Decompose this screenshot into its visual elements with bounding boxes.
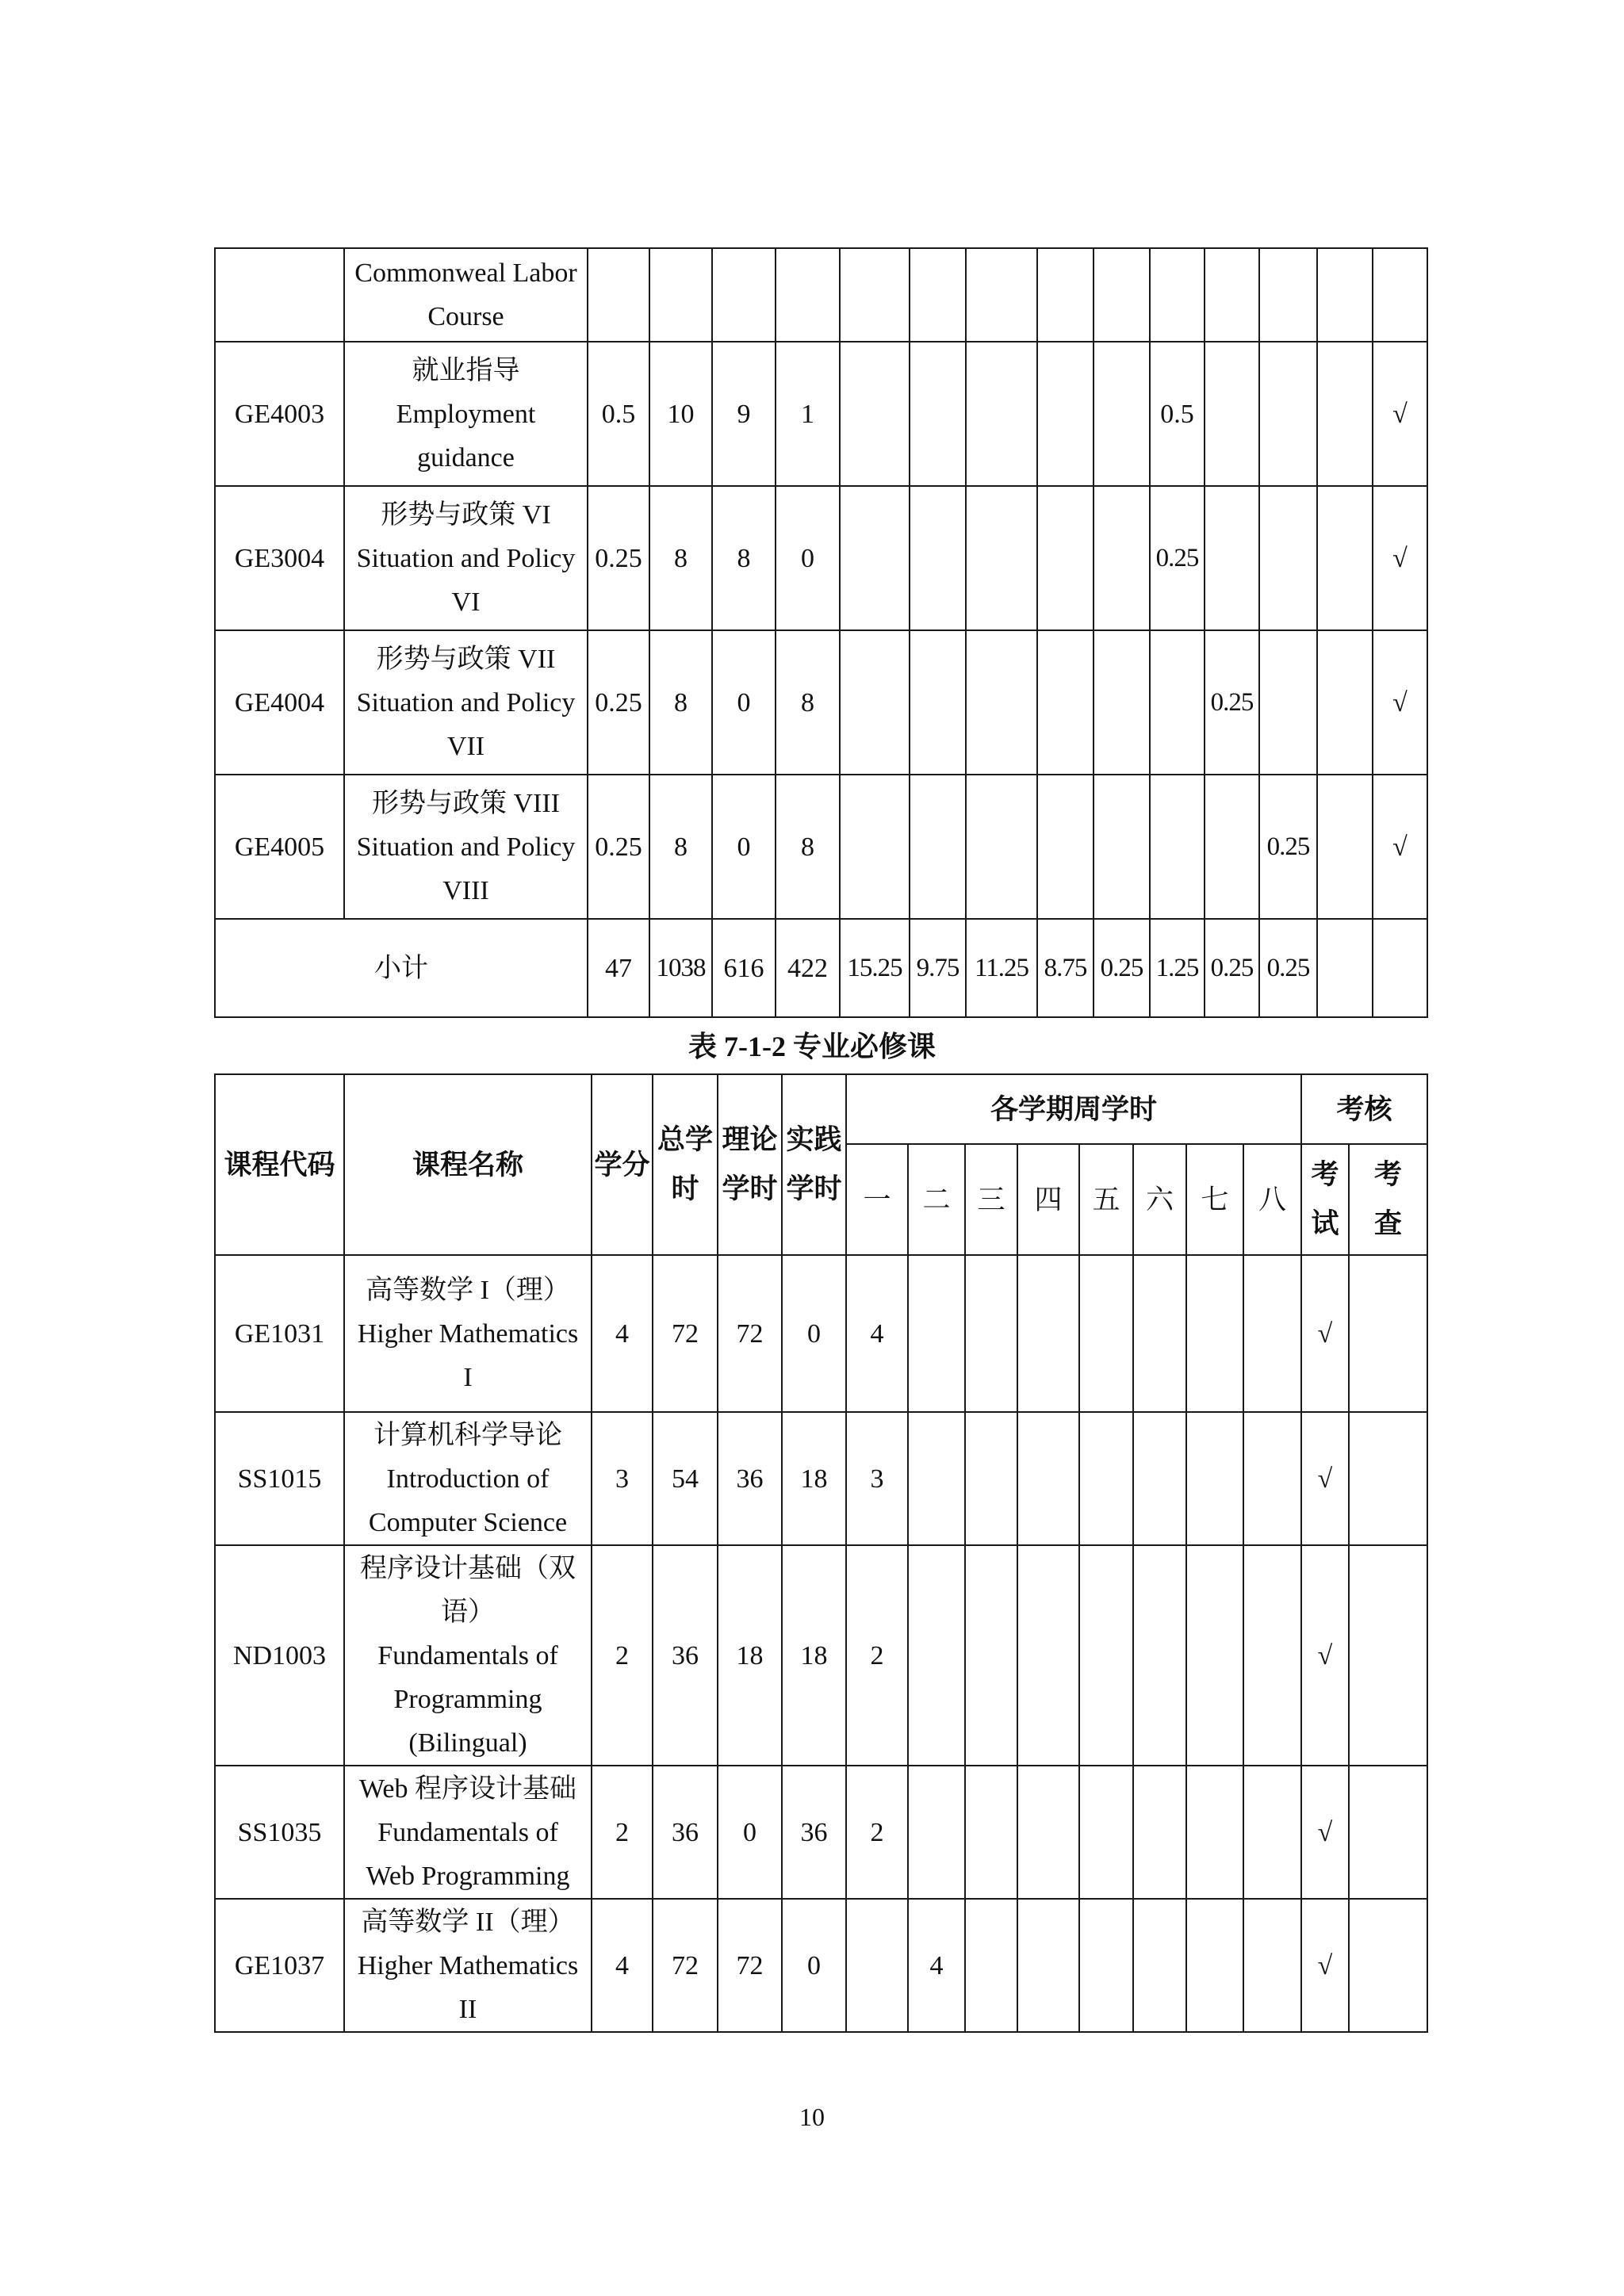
total-hours-cell: 36: [653, 1545, 718, 1766]
semester-7-hours-cell: [1205, 342, 1259, 486]
semester-8-hours-cell: [1243, 1899, 1301, 2032]
header-theory-hours-line: 理论: [722, 1124, 778, 1155]
course-name-line: Situation and Policy: [356, 543, 576, 573]
semester-5-hours-cell: [1079, 1766, 1133, 1899]
theory-hours-cell: 36: [718, 1412, 782, 1545]
table-row: [215, 342, 1427, 486]
semester-3-hours-cell: [965, 1899, 1017, 2032]
header-course-code: 课程代码: [215, 1074, 344, 1255]
credit-cell: 0.25: [588, 630, 649, 775]
exam-check-cell: √: [1301, 1412, 1349, 1545]
header-semester-7: 七: [1186, 1144, 1243, 1255]
total-hours-cell: 72: [653, 1899, 718, 2032]
total-hours-cell: 8: [649, 630, 712, 775]
semester-8-hours-cell: [1243, 1255, 1301, 1412]
header-practice-hours-line: 实践: [786, 1124, 842, 1155]
semester-4-hours-cell: [1037, 775, 1094, 919]
semester-7-hours-cell: [1186, 1255, 1243, 1412]
exam-check-cell: √: [1301, 1766, 1349, 1899]
subtotal-theory-hours: 616: [712, 919, 776, 1017]
credit-cell: 0.5: [588, 342, 649, 486]
header-check: [1349, 1144, 1427, 1255]
course-code-cell: SS1035: [215, 1766, 344, 1899]
semester-6-hours-cell: [1133, 1255, 1186, 1412]
inspection-check-cell: √: [1373, 342, 1427, 486]
subtotal-total-hours: 1038: [649, 919, 712, 1017]
header-weekly-hours: 各学期周学时: [846, 1074, 1301, 1144]
course-name-line: II: [458, 1994, 477, 2024]
course-name-cell: [344, 486, 588, 630]
course-name-line: Web 程序设计基础: [359, 1774, 576, 1804]
course-name-cell: [344, 1255, 592, 1412]
table-row: [215, 630, 1427, 775]
total-hours-cell: 10: [649, 342, 712, 486]
semester-1-hours-cell: 2: [846, 1766, 908, 1899]
course-code-cell: GE1037: [215, 1899, 344, 2032]
exam-check-cell: √: [1301, 1899, 1349, 2032]
course-name-line: Employment: [396, 399, 536, 429]
semester-1-hours-cell: [840, 486, 910, 630]
semester-3-hours-cell: [966, 342, 1037, 486]
course-name-line: Programming: [393, 1684, 542, 1714]
semester-6-hours-cell: [1133, 1899, 1186, 2032]
course-name-line: 语）: [441, 1597, 495, 1627]
subtotal-exam: [1317, 919, 1373, 1017]
subtotal-semester-3: 11.25: [966, 919, 1037, 1017]
semester-2-hours-cell: [908, 1412, 965, 1545]
table-row: [215, 775, 1427, 919]
credit-cell: 0.25: [588, 486, 649, 630]
theory-hours-cell: 8: [712, 486, 776, 630]
semester-5-hours-cell: [1094, 248, 1150, 342]
practice-hours-cell: 18: [782, 1412, 846, 1545]
course-name-line: Fundamentals of: [377, 1817, 558, 1847]
subtotal-semester-4: 8.75: [1037, 919, 1094, 1017]
inspection-check-cell: √: [1373, 486, 1427, 630]
semester-1-hours-cell: [840, 775, 910, 919]
table-caption: 表 7-1-2 专业必修课: [688, 1031, 936, 1062]
header-total-hours-line: 总学: [657, 1124, 713, 1155]
semester-8-hours-cell: [1259, 486, 1317, 630]
total-hours-cell: 8: [649, 486, 712, 630]
practice-hours-cell: 36: [782, 1766, 846, 1899]
course-name-line: 程序设计基础（双: [360, 1553, 576, 1583]
subtotal-practice-hours: 422: [776, 919, 840, 1017]
semester-1-hours-cell: [840, 630, 910, 775]
course-name-line: Situation and Policy: [356, 832, 576, 862]
course-name-line: Higher Mathematics: [357, 1950, 579, 1980]
semester-6-hours-cell: [1150, 248, 1205, 342]
subtotal-row: [215, 919, 1427, 1017]
header-semester-4: 四: [1017, 1144, 1079, 1255]
inspection-check-cell: [1373, 248, 1427, 342]
course-name-line: guidance: [417, 442, 515, 473]
semester-4-hours-cell: [1037, 630, 1094, 775]
semester-4-hours-cell: [1017, 1412, 1079, 1545]
header-total-hours-line: 时: [671, 1173, 699, 1204]
theory-hours-cell: 18: [718, 1545, 782, 1766]
header-check-line: 考: [1374, 1159, 1403, 1190]
semester-1-hours-cell: [840, 248, 910, 342]
credit-cell: 2: [592, 1545, 653, 1766]
table-row: [215, 1412, 1427, 1545]
course-name-line: 形势与政策 VI: [381, 499, 551, 530]
semester-4-hours-cell: [1017, 1545, 1079, 1766]
subtotal-semester-6: 1.25: [1150, 919, 1205, 1017]
table-row: [215, 486, 1427, 630]
credit-cell: 3: [592, 1412, 653, 1545]
credit-cell: 4: [592, 1255, 653, 1412]
semester-2-hours-cell: [910, 486, 966, 630]
semester-2-hours-cell: [908, 1255, 965, 1412]
exam-check-cell: [1317, 248, 1373, 342]
semester-1-hours-cell: 4: [846, 1255, 908, 1412]
page-number: 10: [799, 2103, 825, 2131]
course-name-line: 高等数学 I（理）: [366, 1275, 570, 1305]
major-required-courses-table: [214, 1073, 1428, 2033]
header-assessment: 考核: [1301, 1074, 1427, 1144]
semester-5-hours-cell: [1079, 1412, 1133, 1545]
header-theory-hours-line: 学时: [722, 1173, 778, 1204]
semester-5-hours-cell: [1094, 775, 1150, 919]
course-code-cell: ND1003: [215, 1545, 344, 1766]
course-name-line: VI: [451, 587, 481, 617]
semester-5-hours-cell: [1079, 1899, 1133, 2032]
inspection-check-cell: [1349, 1899, 1427, 2032]
semester-6-hours-cell: [1150, 630, 1205, 775]
semester-4-hours-cell: [1037, 486, 1094, 630]
semester-1-hours-cell: 2: [846, 1545, 908, 1766]
semester-3-hours-cell: [965, 1766, 1017, 1899]
semester-7-hours-cell: [1186, 1766, 1243, 1899]
theory-hours-cell: 72: [718, 1255, 782, 1412]
exam-check-cell: [1317, 775, 1373, 919]
semester-6-hours-cell: [1133, 1766, 1186, 1899]
course-name-cell: [344, 1412, 592, 1545]
course-name-line: 就业指导: [412, 355, 520, 385]
semester-4-hours-cell: [1037, 342, 1094, 486]
credit-cell: 4: [592, 1899, 653, 2032]
semester-4-hours-cell: [1017, 1899, 1079, 2032]
semester-2-hours-cell: [908, 1766, 965, 1899]
semester-8-hours-cell: [1259, 248, 1317, 342]
table-row: [215, 1545, 1427, 1766]
practice-hours-cell: 0: [776, 486, 840, 630]
exam-check-cell: √: [1301, 1545, 1349, 1766]
course-name-cell: [344, 630, 588, 775]
header-theory-hours: [718, 1074, 782, 1255]
semester-4-hours-cell: [1017, 1255, 1079, 1412]
subtotal-semester-5: 0.25: [1094, 919, 1150, 1017]
semester-8-hours-cell: [1243, 1766, 1301, 1899]
course-code-cell: GE4003: [215, 342, 344, 486]
header-semester-8: 八: [1243, 1144, 1301, 1255]
course-name-line: VIII: [442, 875, 489, 905]
semester-5-hours-cell: [1094, 486, 1150, 630]
semester-2-hours-cell: [910, 342, 966, 486]
header-semester-2: 二: [908, 1144, 965, 1255]
header-semester-5: 五: [1079, 1144, 1133, 1255]
semester-6-hours-cell: [1150, 775, 1205, 919]
course-name-line: 形势与政策 VII: [376, 644, 556, 674]
course-code-cell: GE4004: [215, 630, 344, 775]
theory-hours-cell: 0: [712, 775, 776, 919]
exam-check-cell: [1317, 342, 1373, 486]
semester-8-hours-cell: 0.25: [1259, 775, 1317, 919]
semester-3-hours-cell: [966, 248, 1037, 342]
course-name-cell: [344, 775, 588, 919]
exam-check-cell: √: [1301, 1255, 1349, 1412]
header-semester-3: 三: [965, 1144, 1017, 1255]
semester-5-hours-cell: [1079, 1255, 1133, 1412]
theory-hours-cell: 0: [712, 630, 776, 775]
semester-7-hours-cell: [1205, 486, 1259, 630]
header-total-hours: [653, 1074, 718, 1255]
subtotal-semester-2: 9.75: [910, 919, 966, 1017]
semester-3-hours-cell: [965, 1412, 1017, 1545]
course-name-line: (Bilingual): [408, 1728, 527, 1758]
header-semester-1: 一: [846, 1144, 908, 1255]
semester-8-hours-cell: [1259, 630, 1317, 775]
header-credit: 学分: [592, 1074, 653, 1255]
course-name-cell: [344, 248, 588, 342]
semester-1-hours-cell: [840, 342, 910, 486]
semester-7-hours-cell: [1186, 1412, 1243, 1545]
practice-hours-cell: 18: [782, 1545, 846, 1766]
exam-check-cell: [1317, 486, 1373, 630]
credit-cell: 0.25: [588, 775, 649, 919]
course-code-cell: SS1015: [215, 1412, 344, 1545]
course-name-line: 高等数学 II（理）: [361, 1907, 575, 1937]
semester-2-hours-cell: [908, 1545, 965, 1766]
total-hours-cell: 72: [653, 1255, 718, 1412]
course-name-line: VII: [446, 731, 485, 761]
course-name-line: Higher Mathematics: [357, 1318, 579, 1349]
course-name-line: 形势与政策 VIII: [371, 788, 561, 818]
semester-2-hours-cell: [910, 775, 966, 919]
inspection-check-cell: √: [1373, 775, 1427, 919]
course-name-cell: [344, 342, 588, 486]
inspection-check-cell: [1349, 1255, 1427, 1412]
theory-hours-cell: 9: [712, 342, 776, 486]
inspection-check-cell: [1349, 1412, 1427, 1545]
course-code-cell: GE4005: [215, 775, 344, 919]
course-code-cell: GE3004: [215, 486, 344, 630]
semester-1-hours-cell: 3: [846, 1412, 908, 1545]
table-row: [215, 1255, 1427, 1412]
subtotal-semester-1: 15.25: [840, 919, 910, 1017]
inspection-check-cell: [1349, 1545, 1427, 1766]
total-hours-cell: 54: [653, 1412, 718, 1545]
course-name-cell: [344, 1766, 592, 1899]
course-name-line: Commonweal Labor: [354, 258, 577, 288]
subtotal-credit: 47: [588, 919, 649, 1017]
semester-7-hours-cell: 0.25: [1205, 630, 1259, 775]
course-name-cell: [344, 1545, 592, 1766]
semester-5-hours-cell: [1094, 630, 1150, 775]
course-name-line: Introduction of: [386, 1464, 550, 1494]
semester-5-hours-cell: [1094, 342, 1150, 486]
table-row: [215, 1899, 1427, 2032]
inspection-check-cell: [1349, 1766, 1427, 1899]
header-exam: [1301, 1144, 1349, 1255]
semester-7-hours-cell: [1205, 248, 1259, 342]
semester-4-hours-cell: [1037, 248, 1094, 342]
total-hours-cell: 36: [653, 1766, 718, 1899]
theory-hours-cell: [712, 248, 776, 342]
semester-3-hours-cell: [965, 1545, 1017, 1766]
semester-3-hours-cell: [966, 630, 1037, 775]
total-hours-cell: [649, 248, 712, 342]
semester-6-hours-cell: [1133, 1412, 1186, 1545]
header-check-line: 查: [1374, 1208, 1403, 1239]
theory-hours-cell: 72: [718, 1899, 782, 2032]
semester-7-hours-cell: [1186, 1899, 1243, 2032]
semester-3-hours-cell: [966, 486, 1037, 630]
semester-1-hours-cell: [846, 1899, 908, 2032]
subtotal-semester-8: 0.25: [1259, 919, 1317, 1017]
semester-3-hours-cell: [965, 1255, 1017, 1412]
semester-2-hours-cell: 4: [908, 1899, 965, 2032]
header-practice-hours: [782, 1074, 846, 1255]
practice-hours-cell: 8: [776, 775, 840, 919]
theory-hours-cell: 0: [718, 1766, 782, 1899]
semester-5-hours-cell: [1079, 1545, 1133, 1766]
course-code-cell: [215, 248, 344, 342]
semester-3-hours-cell: [966, 775, 1037, 919]
semester-7-hours-cell: [1205, 775, 1259, 919]
exam-check-cell: [1317, 630, 1373, 775]
semester-6-hours-cell: 0.5: [1150, 342, 1205, 486]
total-hours-cell: 8: [649, 775, 712, 919]
practice-hours-cell: 8: [776, 630, 840, 775]
semester-2-hours-cell: [910, 248, 966, 342]
header-course-name: 课程名称: [344, 1074, 592, 1255]
general-courses-table-continued: [214, 247, 1428, 1018]
semester-4-hours-cell: [1017, 1766, 1079, 1899]
semester-7-hours-cell: [1186, 1545, 1243, 1766]
course-name-line: Situation and Policy: [356, 687, 576, 718]
inspection-check-cell: √: [1373, 630, 1427, 775]
practice-hours-cell: 0: [782, 1255, 846, 1412]
course-name-line: 计算机科学导论: [373, 1420, 562, 1450]
semester-8-hours-cell: [1243, 1545, 1301, 1766]
practice-hours-cell: 0: [782, 1899, 846, 2032]
course-name-line: Computer Science: [368, 1507, 568, 1537]
course-name-line: Course: [427, 302, 504, 331]
semester-8-hours-cell: [1259, 342, 1317, 486]
practice-hours-cell: 1: [776, 342, 840, 486]
subtotal-semester-7: 0.25: [1205, 919, 1259, 1017]
header-semester-6: 六: [1133, 1144, 1186, 1255]
course-name-line: Web Programming: [366, 1861, 570, 1891]
header-exam-line: 考: [1311, 1159, 1339, 1190]
subtotal-label: 小计: [215, 919, 588, 1017]
practice-hours-cell: [776, 248, 840, 342]
course-name-line: I: [463, 1362, 473, 1392]
semester-2-hours-cell: [910, 630, 966, 775]
semester-6-hours-cell: 0.25: [1150, 486, 1205, 630]
subtotal-check: [1373, 919, 1427, 1017]
course-name-cell: [344, 1899, 592, 2032]
table-row: [215, 1766, 1427, 1899]
credit-cell: [588, 248, 649, 342]
credit-cell: 2: [592, 1766, 653, 1899]
header-exam-line: 试: [1311, 1208, 1339, 1239]
semester-6-hours-cell: [1133, 1545, 1186, 1766]
course-name-line: Fundamentals of: [377, 1640, 558, 1670]
course-code-cell: GE1031: [215, 1255, 344, 1412]
table-row: [215, 248, 1427, 342]
semester-8-hours-cell: [1243, 1412, 1301, 1545]
header-practice-hours-line: 学时: [786, 1173, 842, 1204]
